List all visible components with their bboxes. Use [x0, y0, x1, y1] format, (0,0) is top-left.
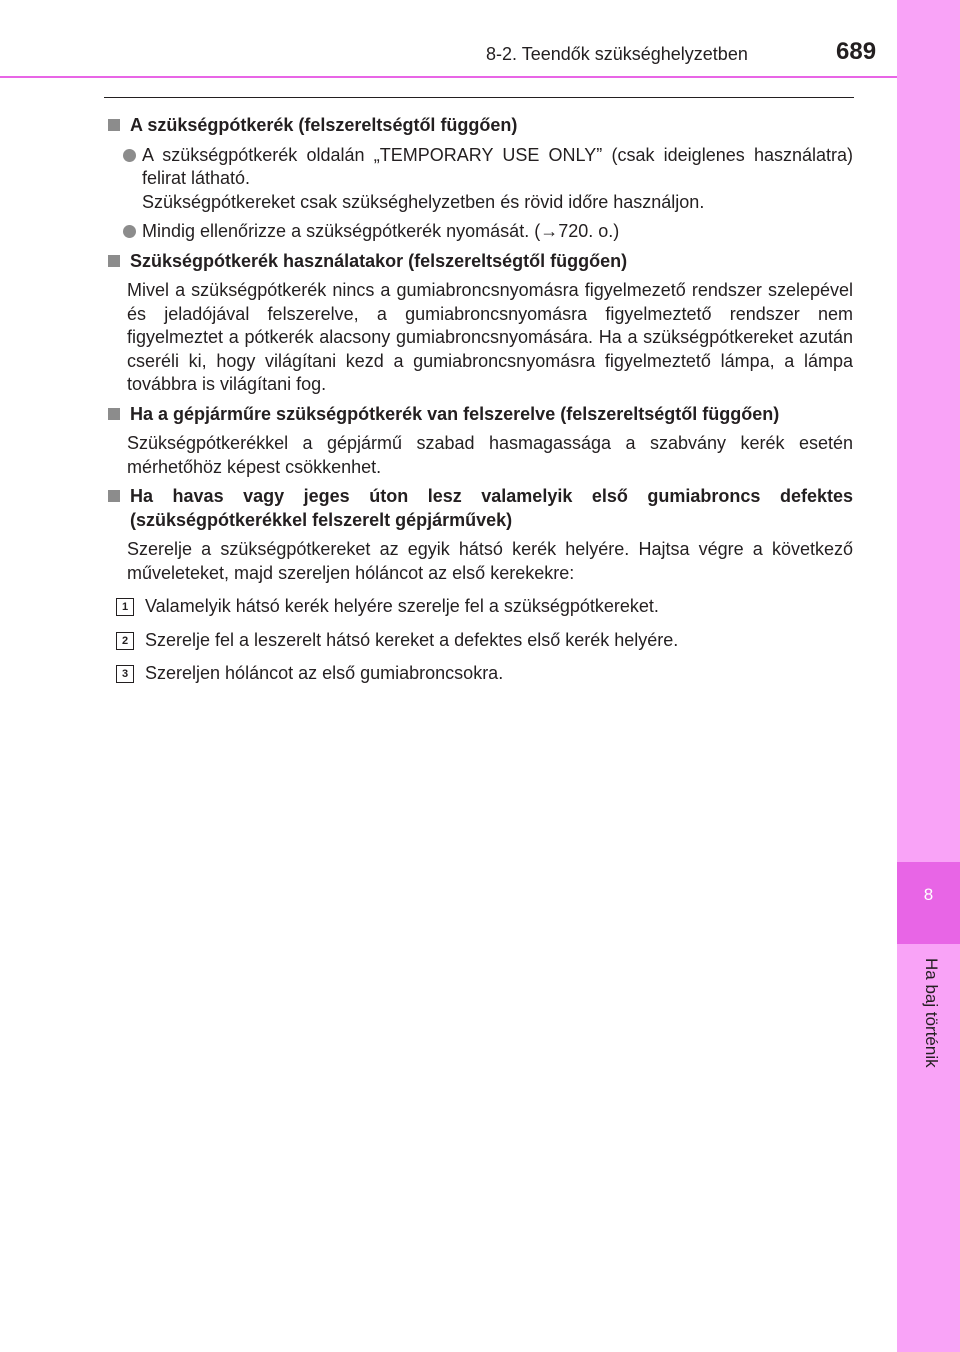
step-number-badge: 3 — [116, 665, 134, 683]
round-bullet-icon — [123, 225, 136, 238]
square-bullet-icon — [108, 119, 120, 131]
step-3: 3 Szereljen hóláncot az első gumiabroncsokra. — [104, 662, 853, 686]
heading-spare-use: Szükségpótkerék használatakor (felszereltségtől függően) — [104, 250, 853, 274]
content-top-rule — [104, 97, 854, 98]
round-bullet-icon — [123, 149, 136, 162]
bullet-temporary-use: A szükségpótkerék oldalán „TEMPORARY USE ONLY” (csak ideiglenes használatra) felirat látható. Szükségpótkereket csak szükséghelyzetben és rövid időre használjon. — [104, 144, 853, 215]
square-bullet-icon — [108, 255, 120, 267]
step-number-badge: 1 — [116, 598, 134, 616]
step-1: 1 Valamelyik hátsó kerék helyére szerelje fel a szükségpótkereket. — [104, 595, 853, 619]
step-2: 2 Szerelje fel a leszerelt hátsó kereket a defektes első kerék helyére. — [104, 629, 853, 653]
header-divider — [0, 76, 897, 78]
square-bullet-icon — [108, 408, 120, 420]
heading-snow-chains: Ha havas vagy jeges úton lesz valamelyik első gumiabroncs defektes (szükségpótkerékkel felszerelt gépjárművek) — [104, 485, 853, 532]
bullet-check-pressure: Mindig ellenőrizze a szükségpótkerék nyomását. (→720. o.) — [104, 220, 853, 244]
heading-ground-clearance: Ha a gépjárműre szükségpótkerék van felszerelve (felszereltségtől függően) — [104, 403, 853, 427]
chapter-side-tab — [897, 0, 960, 1352]
section-title: 8-2. Teendők szükséghelyzetben — [486, 44, 748, 64]
page-content — [104, 108, 853, 686]
square-bullet-icon — [108, 490, 120, 502]
paragraph-snow-chains: Szerelje a szükségpótkereket az egyik hátsó kerék helyére. Hajtsa végre a következő műveleteket, majd szereljen hóláncot az első kerekekre: — [127, 539, 853, 583]
heading-spare-tire: A szükségpótkerék (felszereltségtől függően) — [104, 114, 853, 138]
paragraph-tpms: Mivel a szükségpótkerék nincs a gumiabroncsnyomásra figyelmezető rendszer szelepével és jeladójával felszerelve, a gumiabroncsnyomásra figyelmeztető rendszer nem figyelmeztet a pótkerék alacsony gumiabroncsnyomására. Ha a szükségpótkereket azután cseréli ki, hogy világítani kezd a gumiabroncsnyomásra figyelmeztető lámpa, a lámpa továbbra is világítani fog. — [127, 280, 853, 394]
chapter-number: 8 — [923, 885, 934, 904]
chapter-title-container — [897, 958, 960, 1098]
paragraph-ground-clearance: Szükségpótkerékkel a gépjármű szabad hasmagassága a szabvány kerék esetén mérhetőhöz képest csökkenhet. — [127, 433, 853, 477]
chapter-title: Ha baj történik — [922, 958, 941, 1068]
page-number: 689 — [836, 38, 877, 65]
step-number-badge: 2 — [116, 632, 134, 650]
